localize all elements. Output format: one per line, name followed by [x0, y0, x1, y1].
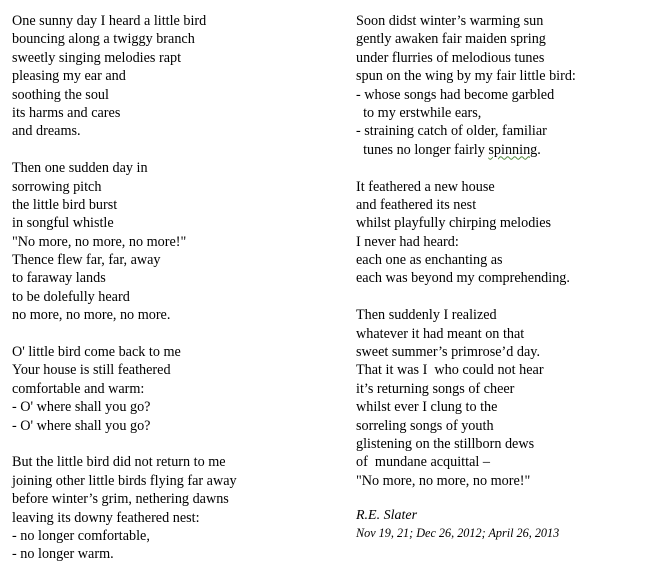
- poem-line: to my erstwhile ears,: [356, 104, 482, 121]
- poem-line: spun on the wing by my fair little bird:: [356, 68, 576, 85]
- poem-line: glistening on the stillborn dews: [356, 435, 535, 452]
- poem-line: "No more, no more, no more!": [12, 233, 187, 250]
- poem-line: sorrowing pitch: [12, 178, 102, 195]
- poem-line: soothing the soul: [12, 86, 109, 103]
- poem-line: each was beyond my comprehending.: [356, 270, 570, 287]
- poem-line: pleasing my ear and: [12, 68, 126, 85]
- poem-line: it’s returning songs of cheer: [356, 380, 515, 397]
- poem-line: - whose songs had become garbled: [356, 86, 555, 103]
- poem-line: "No more, no more, no more!": [356, 472, 531, 489]
- poem-line: But the little bird did not return to me: [12, 454, 226, 471]
- poem-line: whatever it had meant on that: [356, 325, 525, 342]
- composition-dates: Nov 19, 21; Dec 26, 2012; April 26, 2013: [356, 526, 560, 540]
- poem-line: to be dolefully heard: [12, 288, 130, 305]
- poem-line: Your house is still feathered: [12, 362, 171, 379]
- poem-line: O' little bird come back to me: [12, 344, 181, 361]
- poem-line: - straining catch of older, familiar: [356, 123, 547, 140]
- stanza-break: [356, 288, 641, 306]
- poem-right-column: [356, 12, 641, 490]
- stanza-break: [12, 325, 342, 343]
- poem-line: of mundane acquittal –: [356, 454, 490, 471]
- poem-line: - no longer warm.: [12, 546, 114, 563]
- poem-line: in songful whistle: [12, 215, 114, 232]
- poem-line: whilst playfully chirping melodies: [356, 215, 552, 232]
- poem-line: the little bird burst: [12, 196, 118, 213]
- author-name: R.E. Slater: [356, 508, 418, 523]
- poem-line: I never had heard:: [356, 233, 459, 250]
- signature-block: [356, 507, 559, 541]
- poem-line: leaving its downy feathered nest:: [12, 509, 200, 526]
- poem-line: sweet summer’s primrose’d day.: [356, 344, 541, 361]
- poem-line: under flurries of melodious tunes: [356, 49, 545, 66]
- poem-line: to faraway lands: [12, 270, 106, 287]
- stanza-break: [12, 141, 342, 159]
- stanza-break: [12, 435, 342, 453]
- poem-line: bouncing along a twiggy branch: [12, 31, 195, 48]
- poem-line: sweetly singing melodies rapt: [12, 49, 182, 66]
- poem-line: its harms and cares: [12, 104, 121, 121]
- poem-line: gently awaken fair maiden spring: [356, 31, 546, 48]
- poem-line: It feathered a new house: [356, 178, 495, 195]
- spellcheck-squiggle: spinning: [488, 141, 538, 158]
- poem-line: That it was I who could not hear: [356, 362, 544, 379]
- poem-line: before winter’s grim, nethering dawns: [12, 491, 229, 508]
- poem-line: joining other little birds flying far away: [12, 472, 237, 489]
- poem-line: sorreling songs of youth: [356, 417, 494, 434]
- poem-line: each one as enchanting as: [356, 252, 503, 269]
- stanza-break: [356, 159, 641, 177]
- poem-line: - O' where shall you go?: [12, 417, 151, 434]
- poem-line: Thence flew far, far, away: [12, 252, 161, 269]
- poem-line: no more, no more, no more.: [12, 307, 171, 324]
- poem-line: comfortable and warm:: [12, 380, 145, 397]
- poem-line: and feathered its nest: [356, 196, 477, 213]
- poem-line: and dreams.: [12, 123, 81, 140]
- poem-line: - O' where shall you go?: [12, 399, 151, 416]
- poem-line: whilst ever I clung to the: [356, 399, 498, 416]
- poem-line: - no longer comfortable,: [12, 527, 150, 544]
- poem-left-column: [12, 12, 342, 564]
- poem-line: Then one sudden day in: [12, 160, 148, 177]
- poem-line: Then suddenly I realized: [356, 307, 497, 324]
- poem-line: Soon didst winter’s warming sun: [356, 13, 544, 29]
- poem-line: tunes no longer fairly spinning.: [356, 141, 541, 158]
- poem-line: One sunny day I heard a little bird: [12, 13, 207, 29]
